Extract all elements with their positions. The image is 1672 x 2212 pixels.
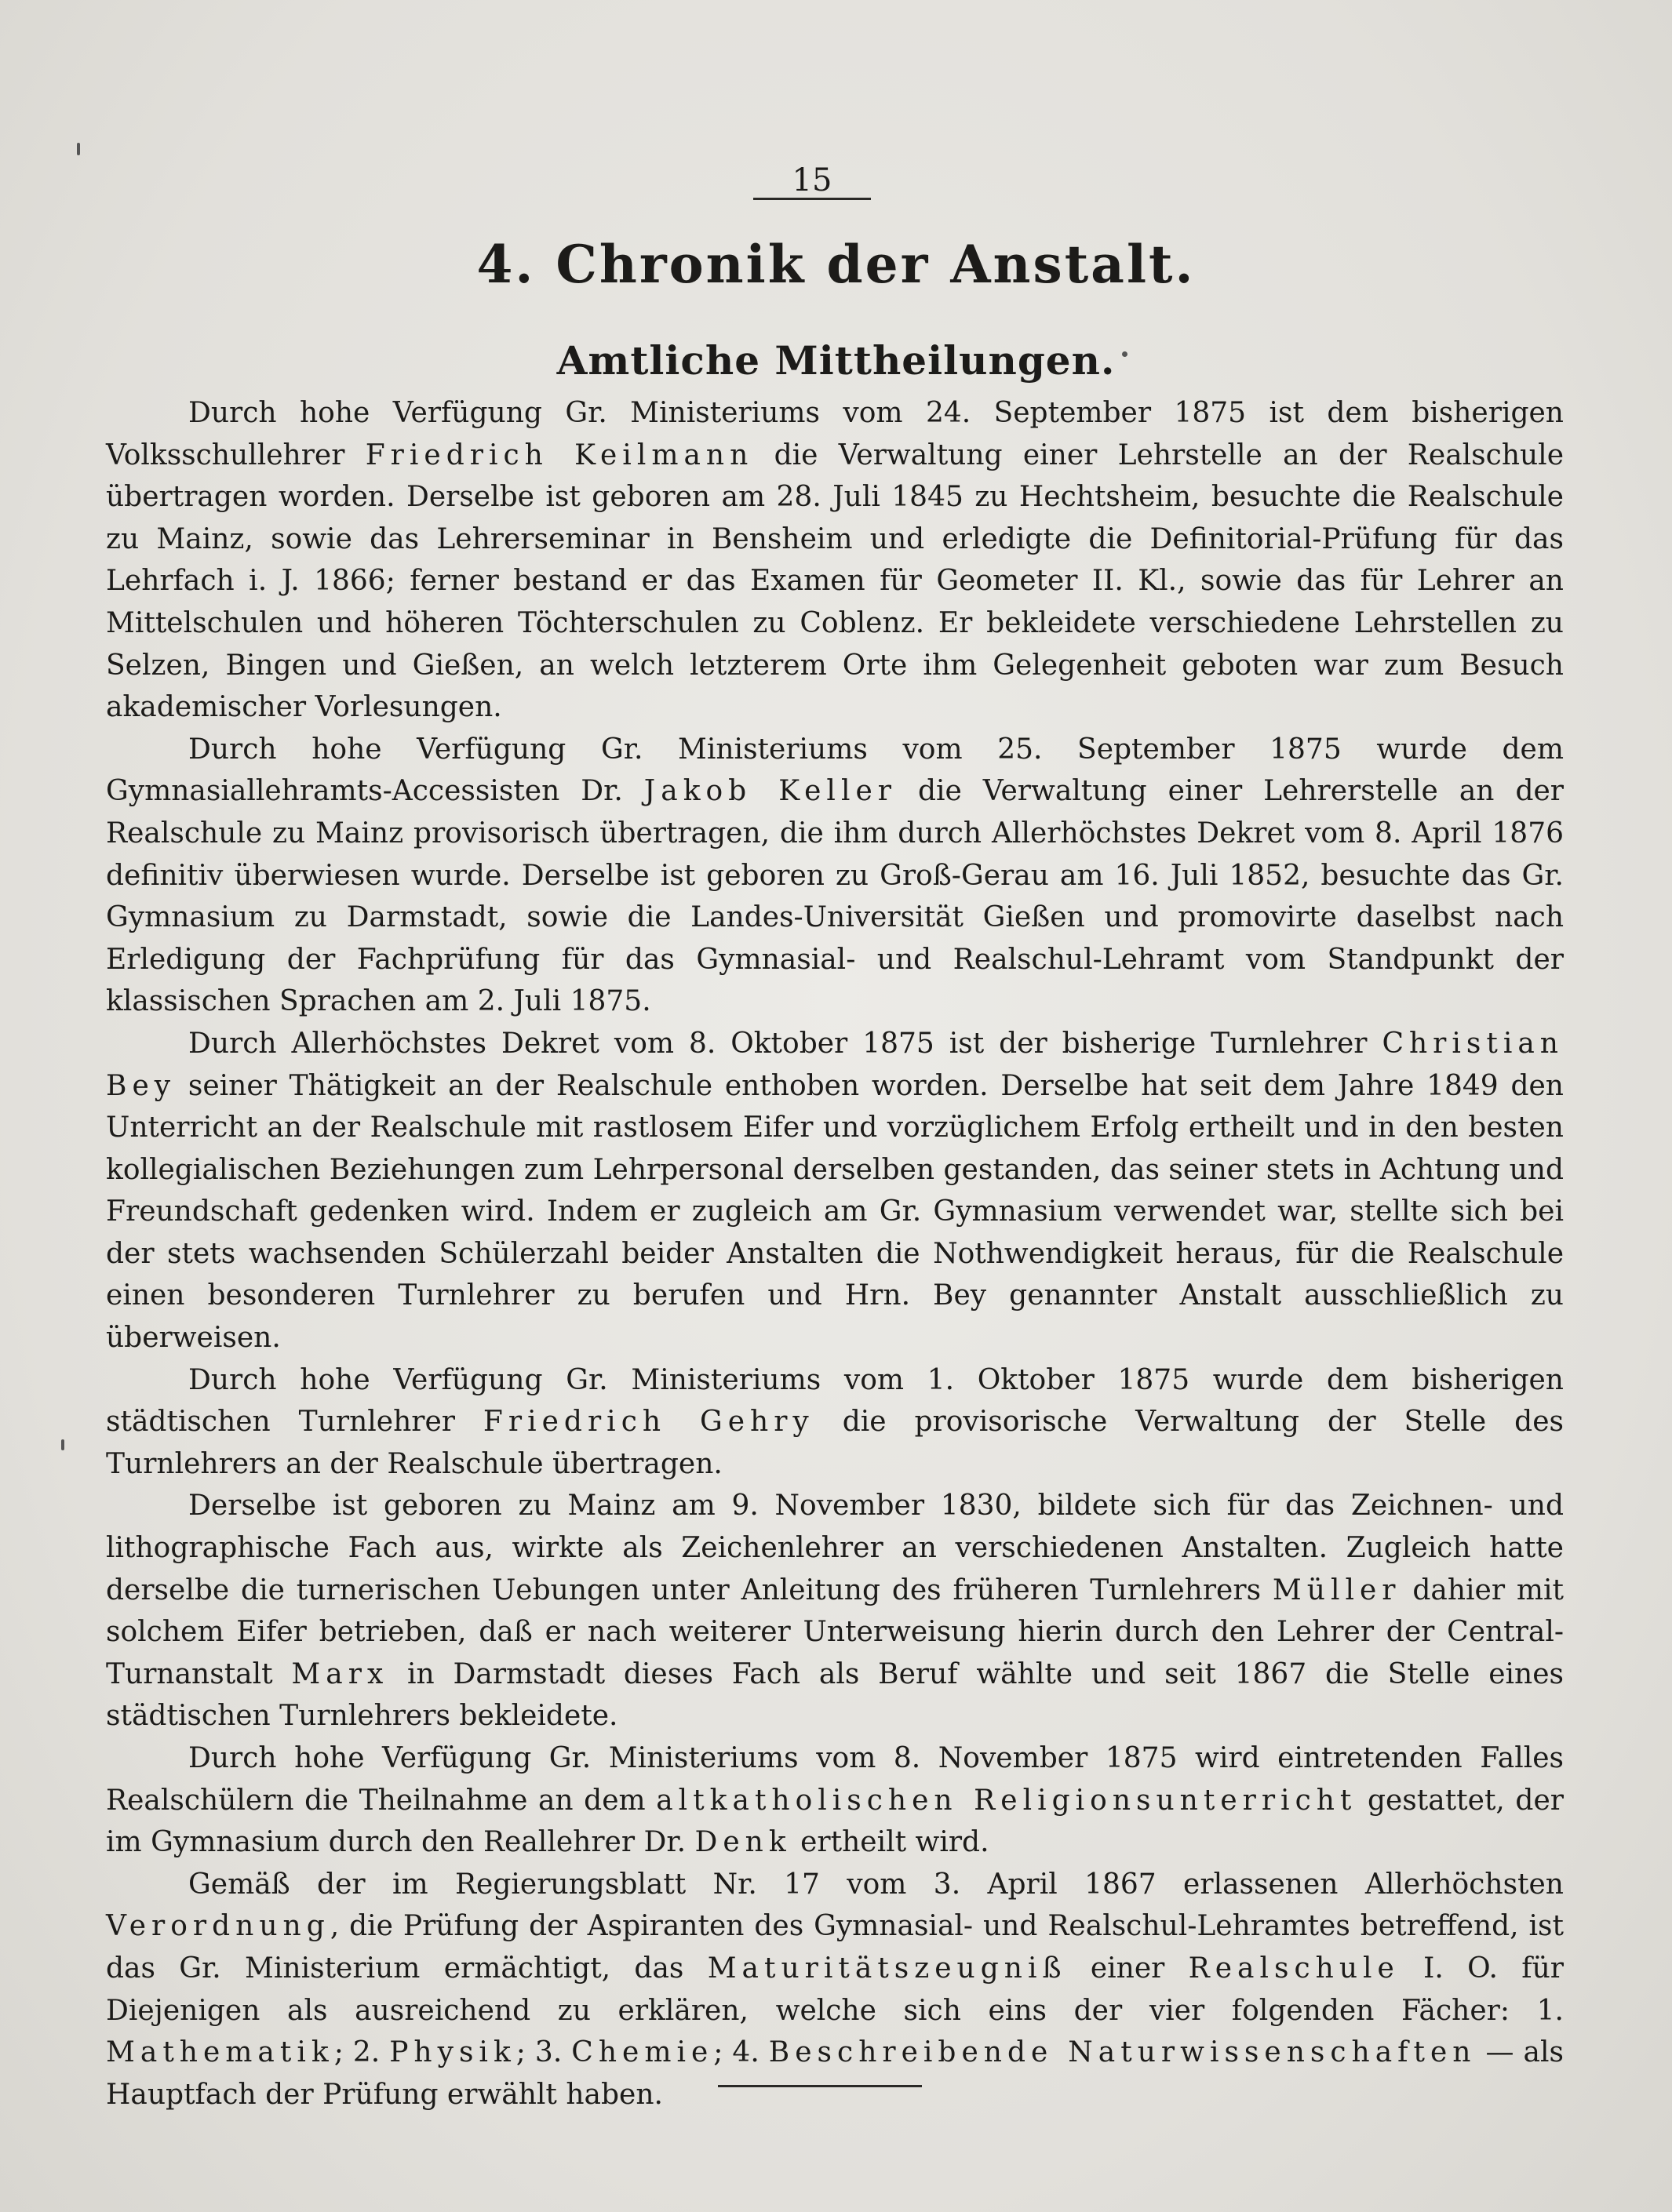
text-run: die Verwaltung einer Lehrstelle an der Realschule übertragen worden. Derselbe ist geboren am 28. Juli 1845 zu Hechtsheim, besuchte die Realschule zu Mainz, sowie das Lehrerseminar in Bensheim und erledigte die Definitorial-Prüfung für das Lehrfach i. J. 1866; ferner bestand er das Examen für Geometer II. Kl., sowie das für Lehrer an Mittelschulen und höheren Töchterschulen zu Coblenz. Er bekleidete verschiedene Lehrstellen zu Selzen, Bingen und Gießen, an welch letzterem Orte ihm Gelegenheit geboten war zum Besuch akademischer Vorlesungen.	[106, 438, 1565, 724]
text-run: dahier mit solchem Eifer betrieben, daß er nach weiterer Unterweisung hierin durch den Lehrer der Central-Turnanstalt	[106, 1574, 1565, 1690]
spaced-term: Verordnung	[106, 1910, 330, 1943]
text-run: I. O. für Diejenigen als ausreichend zu erklären, welche sich eins der vier folgenden Fächer: 1.	[106, 1952, 1564, 2027]
spaced-name: Müller	[1272, 1574, 1401, 1606]
text-run: einer	[1066, 1952, 1189, 1985]
text-run: ; 2.	[333, 2036, 390, 2069]
text-run: gestattet, der im Gymnasium durch den Reallehrer Dr.	[106, 1784, 1564, 1859]
text-run: , die Prüfung der Aspiranten des Gymnasial- und Realschul-Lehramtes betreffend, ist das Gr. Ministerium ermächtigt, das	[106, 1910, 1564, 1985]
end-rule	[718, 2085, 922, 2087]
text-run: seiner Thätigkeit an der Realschule enthoben worden. Derselbe hat seit dem Jahre 1849 den Unterricht an der Realschule mit rastlosem Eifer und vorzüglichem Erfolg ertheilt und in den besten kollegialischen Beziehungen zum Lehrpersonal derselben gestanden, das seiner stets in Achtung und Freundschaft gedenken wird. Indem er zugleich am Gr. Gymnasium verwendet war, stellte sich bei der stets wachsenden Schülerzahl beider Anstalten die Nothwendigkeit heraus, für die Realschule einen besonderen Turnlehrer zu berufen und Hrn. Bey genannter Anstalt ausschließlich zu überweisen.	[106, 1069, 1564, 1355]
spaced-term: Beschreibende Naturwissenschaften	[768, 2036, 1477, 2069]
paragraph-bey	[106, 1023, 1564, 1359]
spaced-term: Realschule	[1188, 1952, 1400, 1985]
spaced-term: Physik	[389, 2036, 516, 2069]
margin-speck	[61, 1439, 64, 1450]
page-number: 15	[792, 162, 832, 198]
text-run: Durch hohe Verfügung Gr. Ministeriums vom 1. Oktober 1875 wurde dem bisherigen städtischen Turnlehrer	[106, 1363, 1564, 1439]
text-run: Derselbe ist geboren zu Mainz am 9. November 1830, bildete sich für das Zeichnen- und lithographische Fach aus, wirkte als Zeichenlehrer an verschiedenen Anstalten. Zugleich hatte derselbe die turnerischen Uebungen unter Anleitung des früheren Turnlehrers	[106, 1490, 1564, 1606]
text-run: die provisorische Verwaltung der Stelle des Turnlehrers an der Realschule übertragen.	[106, 1406, 1564, 1480]
spaced-term: Maturitätszeugniß	[707, 1952, 1067, 1985]
text-run: Durch Allerhöchstes Dekret vom 8. Oktober 1875 ist der bisherige Turnlehrer	[188, 1027, 1382, 1060]
margin-speck	[77, 143, 80, 155]
spaced-name: Jakob Keller	[643, 775, 897, 808]
text-run: Durch hohe Verfügung Gr. Ministeriums vom 8. November 1875 wird eintretenden Falles Realschülern die Theilnahme an dem	[106, 1742, 1564, 1817]
text-run: Durch hohe Verfügung Gr. Ministeriums vom 24. September 1875 ist dem bisherigen Volksschullehrer	[106, 397, 1564, 471]
text-run: ertheilt wird.	[791, 1826, 989, 1859]
spaced-name: Denk	[694, 1826, 792, 1859]
spaced-term: altkatholischen Religionsunterricht	[656, 1784, 1357, 1817]
text-run: ; 3.	[515, 2036, 572, 2069]
text-run: — als Hauptfach der Prüfung erwählt haben.	[106, 2036, 1564, 2111]
text-run: in Darmstadt dieses Fach als Beruf wählte und seit 1867 die Stelle eines städtischen Turnlehrers bekleidete.	[106, 1657, 1564, 1733]
body-text	[106, 392, 1564, 2116]
spaced-name: Friedrich Gehry	[483, 1406, 814, 1439]
paragraph-gehry-biography	[106, 1485, 1564, 1737]
spaced-term: Mathematik	[106, 2036, 334, 2069]
section-title: 4. Chronik der Anstalt.	[476, 234, 1196, 295]
text-run: ; 4.	[713, 2036, 769, 2069]
paragraph-gehry	[106, 1359, 1564, 1486]
spaced-name: Christian Bey	[106, 1027, 1564, 1102]
paragraph-keller	[106, 729, 1564, 1023]
subsection-title: Amtliche Mittheilungen.	[556, 337, 1116, 384]
paragraph-religionsunterricht	[106, 1737, 1564, 1864]
spaced-term: Chemie	[571, 2036, 714, 2069]
paragraph-keilmann	[106, 392, 1564, 729]
text-run: Gemäß der im Regierungsblatt Nr. 17 vom 3. April 1867 erlassenen Allerhöchsten	[188, 1868, 1564, 1901]
spaced-name: Friedrich Keilmann	[365, 438, 754, 471]
paragraph-maturitaet	[106, 1864, 1564, 2116]
page-number-rule	[753, 198, 871, 200]
text-run: die Verwaltung einer Lehrerstelle an der Realschule zu Mainz provisorisch übertragen, die ihm durch Allerhöchstes Dekret vom 8. April 1876 definitiv überwiesen wurde. Derselbe ist geboren zu Groß-Gerau am 16. Juli 1852, besuchte das Gr. Gymnasium zu Darmstadt, sowie die Landes-Universität Gießen und promovirte daselbst nach Erledigung der Fachprüfung für das Gymnasial- und Realschul-Lehramt vom Standpunkt der klassischen Sprachen am 2. Juli 1875.	[106, 775, 1564, 1018]
spaced-name: Marx	[291, 1657, 389, 1690]
text-run: Durch hohe Verfügung Gr. Ministeriums vom 25. September 1875 wurde dem Gymnasiallehramts-Accessisten Dr.	[106, 733, 1564, 808]
